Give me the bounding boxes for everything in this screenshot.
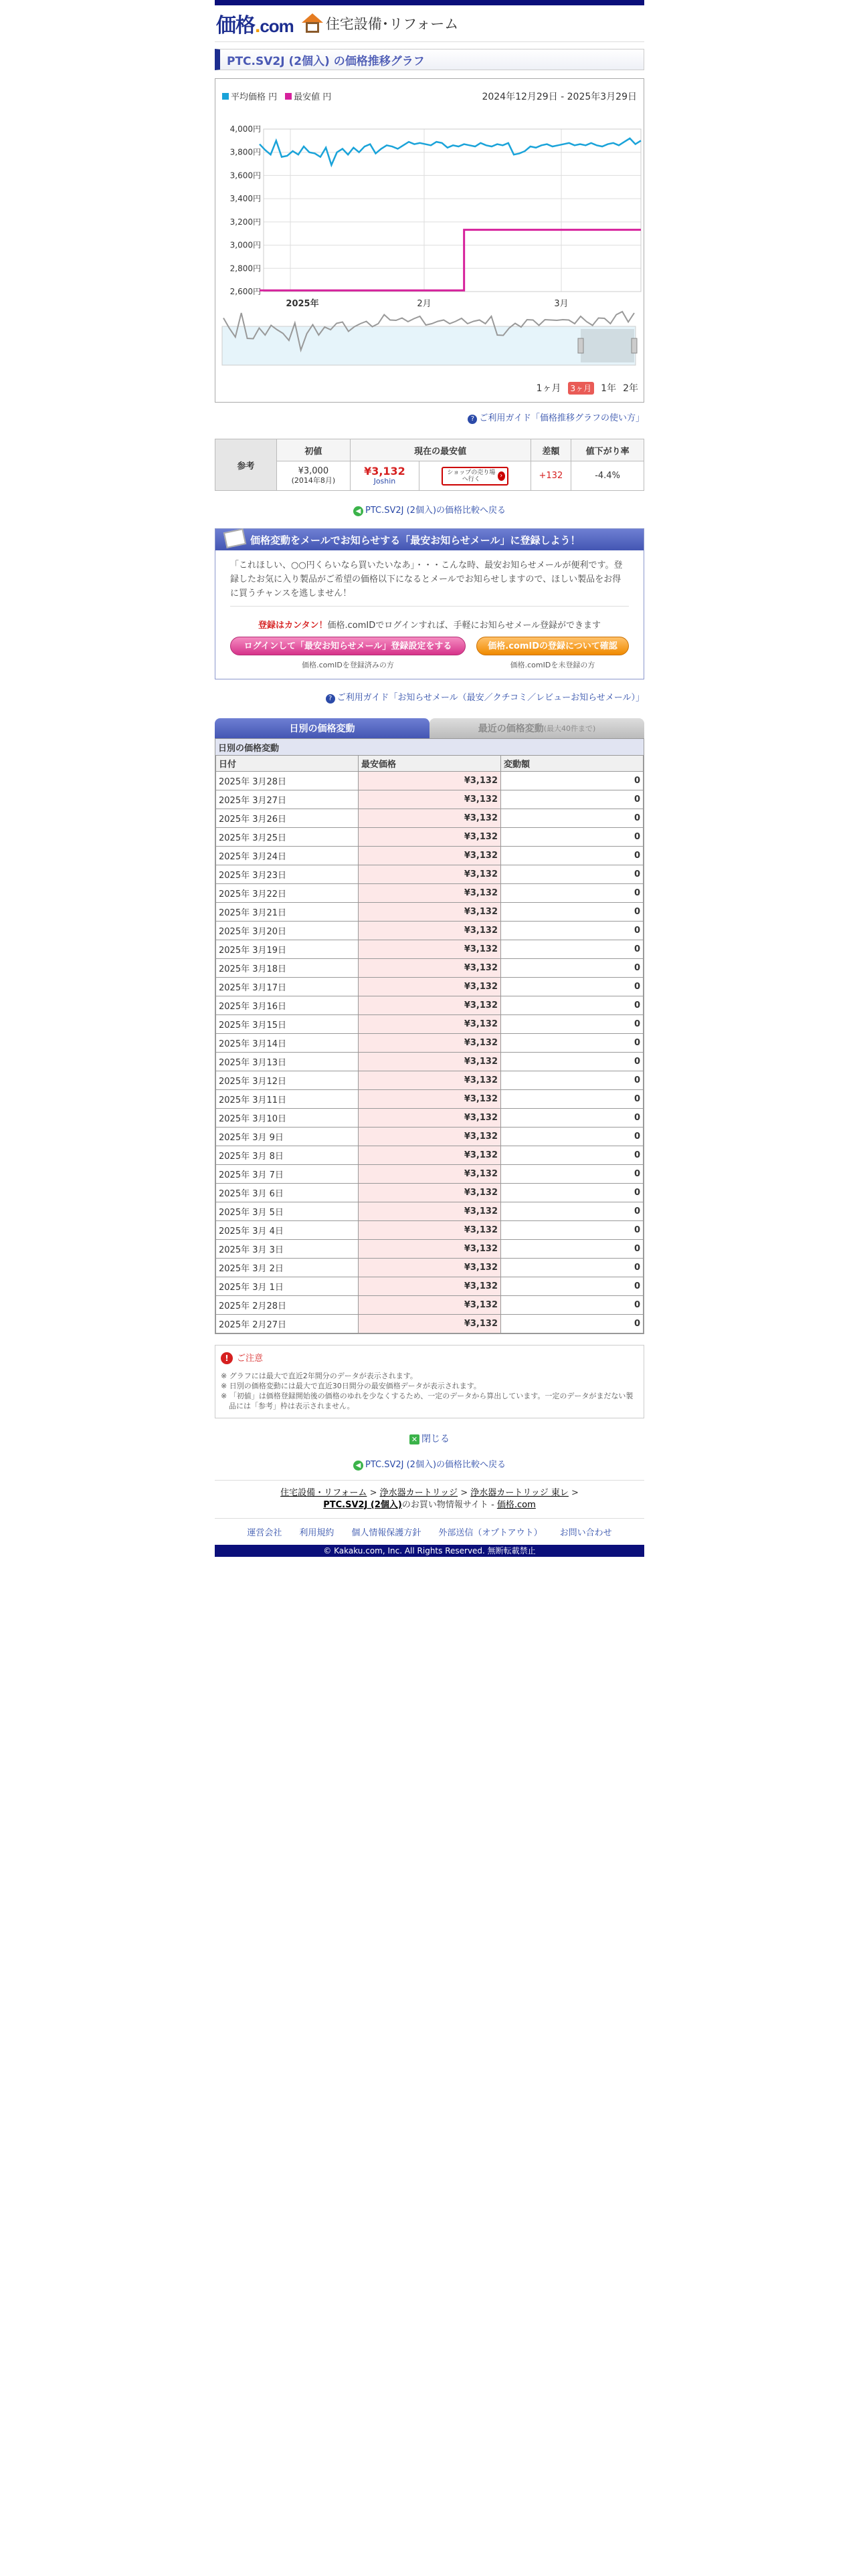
ref-header-diff: 差額 <box>531 439 571 461</box>
row-price: ¥3,132 <box>359 1315 501 1333</box>
row-price: ¥3,132 <box>359 940 501 959</box>
table-row <box>216 1146 644 1165</box>
period-3m[interactable]: 3ヶ月 <box>568 382 595 395</box>
row-change: 0 <box>501 847 644 865</box>
price-alert-box <box>215 528 644 679</box>
price-alert-description: 「これほしい、○○円くらいなら買いたいなあ」・・・こんな時、最安お知らせメールが便利です。登録したお気に入り製品がご希望の価格以下になるとメールでお知らせしますので、ほしい製品をお得に買うチャンスを逃しません！ <box>230 560 623 599</box>
navigator-handle-right[interactable] <box>632 338 637 353</box>
x-tick-label: 3月 <box>554 299 569 309</box>
mail-guide-text: ご利用ガイド「お知らせメール（最安／クチコミ／レビューお知らせメール）」 <box>337 693 644 703</box>
ref-initial-date: (2014年8月) <box>291 475 336 485</box>
chart-date-range: 2024年12月29日 - 2025年3月29日 <box>482 92 637 102</box>
row-change: 0 <box>501 1109 644 1128</box>
row-date: 2025年 3月 9日 <box>216 1128 359 1146</box>
row-price: ¥3,132 <box>359 884 501 903</box>
tab-recent-note: (最大40件まで) <box>543 724 596 733</box>
row-change: 0 <box>501 959 644 978</box>
caption-registered: 価格.comIDを登録済みの方 <box>302 661 394 669</box>
row-price: ¥3,132 <box>359 1296 501 1315</box>
row-change: 0 <box>501 1146 644 1165</box>
table-row <box>216 1071 644 1090</box>
y-tick-label: 3,000円 <box>229 240 261 250</box>
row-date: 2025年 3月 4日 <box>216 1221 359 1240</box>
row-date: 2025年 2月27日 <box>216 1315 359 1333</box>
row-date: 2025年 3月16日 <box>216 996 359 1015</box>
row-date: 2025年 3月 7日 <box>216 1165 359 1184</box>
row-price: ¥3,132 <box>359 1090 501 1109</box>
row-price: ¥3,132 <box>359 790 501 809</box>
footer-link-privacy[interactable]: 個人情報保護方針 <box>351 1528 421 1538</box>
period-1y[interactable]: 1年 <box>601 383 617 394</box>
ref-header-rate: 値下がり率 <box>571 439 644 461</box>
row-price: ¥3,132 <box>359 772 501 790</box>
go-to-shop-label: ショップの売り場へ行く <box>447 469 496 483</box>
back-to-compare-link-bottom[interactable] <box>215 1457 644 1471</box>
table-row <box>216 1128 644 1146</box>
row-change: 0 <box>501 1202 644 1221</box>
row-change: 0 <box>501 884 644 903</box>
ref-current-cell <box>350 461 419 491</box>
row-price: ¥3,132 <box>359 1202 501 1221</box>
table-row <box>216 1090 644 1109</box>
row-date: 2025年 3月25日 <box>216 828 359 847</box>
ref-shop-link[interactable]: Joshin <box>373 476 396 486</box>
house-icon <box>302 13 323 33</box>
logo-text: 価格 <box>216 15 255 37</box>
row-price: ¥3,132 <box>359 1165 501 1184</box>
row-date: 2025年 3月10日 <box>216 1109 359 1128</box>
row-date: 2025年 3月 8日 <box>216 1146 359 1165</box>
row-price: ¥3,132 <box>359 847 501 865</box>
close-link[interactable] <box>215 1432 644 1445</box>
period-2y[interactable]: 2年 <box>623 383 638 394</box>
price-alert-title: 価格変動をメールでお知らせする「最安お知らせメール」に登録しよう！ <box>250 534 581 546</box>
series-line-lowest <box>260 230 641 291</box>
close-text: 閉じる <box>421 1434 450 1444</box>
notice-line: ※ グラフには最大で直近2年間分のデータが表示されます。 <box>221 1372 417 1380</box>
breadcrumb-site[interactable]: 価格.com <box>496 1500 536 1510</box>
row-date: 2025年 3月14日 <box>216 1034 359 1053</box>
row-price: ¥3,132 <box>359 1128 501 1146</box>
table-row <box>216 903 644 922</box>
table-row <box>216 1034 644 1053</box>
row-price: ¥3,132 <box>359 996 501 1015</box>
row-price: ¥3,132 <box>359 865 501 884</box>
y-tick-label: 2,800円 <box>229 263 261 274</box>
row-price: ¥3,132 <box>359 1221 501 1240</box>
row-change: 0 <box>501 1165 644 1184</box>
table-row <box>216 940 644 959</box>
row-change: 0 <box>501 790 644 809</box>
page-title-text: PTC.SV2J (2個入) の価格推移グラフ <box>227 54 425 68</box>
row-change: 0 <box>501 1128 644 1146</box>
graph-guide-text: ご利用ガイド「価格推移グラフの使い方」 <box>479 413 644 423</box>
legend-lowest-label: 最安値 円 <box>294 92 332 102</box>
row-date: 2025年 3月17日 <box>216 978 359 996</box>
row-change: 0 <box>501 1053 644 1071</box>
table-row <box>216 1053 644 1071</box>
ref-rate-value: -4.4% <box>571 461 644 491</box>
row-price: ¥3,132 <box>359 1053 501 1071</box>
x-tick-label: 2025年 <box>286 299 319 309</box>
table-row <box>216 996 644 1015</box>
row-change: 0 <box>501 978 644 996</box>
table-row <box>216 772 644 790</box>
row-price: ¥3,132 <box>359 1184 501 1202</box>
table-row <box>216 1315 644 1333</box>
chart-canvas <box>215 79 644 377</box>
page <box>215 0 644 1557</box>
table-row <box>216 1296 644 1315</box>
row-change: 0 <box>501 922 644 940</box>
ref-diff-cell <box>531 461 571 491</box>
row-date: 2025年 3月18日 <box>216 959 359 978</box>
row-price: ¥3,132 <box>359 1071 501 1090</box>
copyright: © Kakaku.com, Inc. All Rights Reserved. 無断転載禁止 <box>215 1545 644 1557</box>
price-alert-header <box>215 529 644 550</box>
range-navigator[interactable] <box>222 326 636 365</box>
notice-box <box>215 1345 644 1418</box>
close-icon: ✕ <box>409 1434 419 1444</box>
footer-nav <box>215 1518 644 1538</box>
footer-link-optout[interactable]: 外部送信（オプトアウト） <box>438 1528 543 1538</box>
row-date: 2025年 3月11日 <box>216 1090 359 1109</box>
row-change: 0 <box>501 828 644 847</box>
row-date: 2025年 3月24日 <box>216 847 359 865</box>
ref-shop-btn-cell <box>419 461 531 491</box>
logo-dot: . <box>255 15 260 37</box>
section-name: 住宅設備･リフォーム <box>325 16 459 32</box>
row-date: 2025年 3月22日 <box>216 884 359 903</box>
row-date: 2025年 3月 6日 <box>216 1184 359 1202</box>
site-header <box>215 5 644 42</box>
back-arrow-icon: ◀ <box>353 506 363 516</box>
breadcrumb: 住宅設備・リフォーム > 浄水器カートリッジ > 浄水器カートリッジ 東レ > PTC.SV2J (2個入)のお買い物情報サイト - 価格.com <box>215 1480 644 1511</box>
top-bar <box>215 0 644 5</box>
row-date: 2025年 3月 2日 <box>216 1259 359 1277</box>
ref-initial-cell <box>277 461 351 491</box>
tab-daily-label: 日別の価格変動 <box>289 724 355 734</box>
row-change: 0 <box>501 1221 644 1240</box>
row-change: 0 <box>501 865 644 884</box>
ref-header-current: 現在の最安値 <box>350 439 531 461</box>
row-change: 0 <box>501 1296 644 1315</box>
row-change: 0 <box>501 1090 644 1109</box>
row-change: 0 <box>501 1184 644 1202</box>
row-date: 2025年 3月15日 <box>216 1015 359 1034</box>
row-date: 2025年 3月27日 <box>216 790 359 809</box>
col-lowest-price: 最安価格 <box>359 756 501 772</box>
envelope-icon <box>223 528 246 548</box>
row-change: 0 <box>501 1240 644 1259</box>
ref-initial-price: ¥3,000 <box>298 465 329 476</box>
table-row <box>216 1165 644 1184</box>
alert-icon: ! <box>221 1352 233 1364</box>
table-row <box>216 790 644 809</box>
row-date: 2025年 3月26日 <box>216 809 359 828</box>
row-change: 0 <box>501 1259 644 1277</box>
row-date: 2025年 3月13日 <box>216 1053 359 1071</box>
daily-caption: 日別の価格変動 <box>215 738 644 755</box>
ref-label: 参考 <box>215 439 277 491</box>
daily-price-table <box>215 755 644 1333</box>
row-price: ¥3,132 <box>359 903 501 922</box>
row-change: 0 <box>501 1015 644 1034</box>
row-price: ¥3,132 <box>359 922 501 940</box>
footer-link-terms[interactable]: 利用規約 <box>299 1528 335 1538</box>
table-row <box>216 884 644 903</box>
notice-line: ※ 日別の価格変動には最大で直近30日間分の最安価格データが表示されます。 <box>221 1382 481 1390</box>
price-alert-buttons <box>230 637 629 655</box>
mail-guide-link[interactable] <box>215 690 644 704</box>
reference-price-table <box>215 439 644 491</box>
table-row <box>216 809 644 828</box>
row-price: ¥3,132 <box>359 1277 501 1296</box>
table-row <box>216 1221 644 1240</box>
table-row <box>216 847 644 865</box>
table-row <box>216 922 644 940</box>
row-price: ¥3,132 <box>359 1259 501 1277</box>
y-tick-label: 4,000円 <box>229 124 261 134</box>
y-tick-label: 2,600円 <box>229 287 261 296</box>
period-selector <box>537 381 638 395</box>
ref-current-price: ¥3,132 <box>364 464 405 477</box>
caption-unregistered: 価格.comIDを未登録の方 <box>510 661 595 669</box>
row-price: ¥3,132 <box>359 1146 501 1165</box>
price-alert-body <box>215 550 644 679</box>
tab-daily[interactable] <box>215 718 430 738</box>
table-row <box>216 959 644 978</box>
row-price: ¥3,132 <box>359 1240 501 1259</box>
back-to-compare-link[interactable] <box>215 503 644 516</box>
notice-title-text: ご注意 <box>237 1353 264 1364</box>
tab-recent-label: 最近の価格変動 <box>478 724 544 734</box>
y-tick-label: 3,200円 <box>229 217 261 227</box>
price-chart <box>215 78 644 403</box>
y-tick-label: 3,400円 <box>229 194 261 204</box>
kakaku-logo[interactable] <box>216 9 294 38</box>
row-date: 2025年 3月19日 <box>216 940 359 959</box>
row-change: 0 <box>501 1315 644 1333</box>
row-date: 2025年 3月 3日 <box>216 1240 359 1259</box>
ref-header-initial: 初値 <box>277 439 351 461</box>
row-change: 0 <box>501 772 644 790</box>
breadcrumb-item[interactable]: 浄水器カートリッジ <box>379 1488 458 1498</box>
x-tick-label: 2月 <box>417 299 432 309</box>
login-register-alert-button[interactable]: ログインして「最安お知らせメール」登録設定をする <box>230 637 466 655</box>
table-row <box>216 1202 644 1221</box>
col-date: 日付 <box>216 756 359 772</box>
table-row <box>216 1184 644 1202</box>
id-register-info-button[interactable]: 価格.comIDの登録について確認 <box>476 637 629 655</box>
col-change: 変動額 <box>501 756 644 772</box>
question-icon: ? <box>326 694 335 704</box>
legend-average-label: 平均価格 円 <box>231 92 278 102</box>
row-price: ¥3,132 <box>359 828 501 847</box>
tab-recent[interactable] <box>430 718 644 738</box>
breadcrumb-tail: のお買い物情報サイト - <box>401 1500 497 1510</box>
row-price: ¥3,132 <box>359 1015 501 1034</box>
row-date: 2025年 3月28日 <box>216 772 359 790</box>
table-row <box>216 1015 644 1034</box>
row-change: 0 <box>501 1277 644 1296</box>
row-date: 2025年 3月 5日 <box>216 1202 359 1221</box>
back-link-text: PTC.SV2J (2個入)の価格比較へ戻る <box>365 506 506 516</box>
breadcrumb-item[interactable]: 浄水器カートリッジ 東レ <box>470 1488 569 1498</box>
go-to-shop-button[interactable] <box>442 467 508 486</box>
row-price: ¥3,132 <box>359 1109 501 1128</box>
footer-link-contact[interactable]: お問い合わせ <box>559 1528 612 1538</box>
period-1m[interactable]: 1ヶ月 <box>536 383 561 394</box>
cta-strong: 登録はカンタン！ <box>258 621 328 631</box>
notice-line: ※ 「初値」は価格登録開始後の価格のゆれを少なくするため、一定のデータから算出しています。一定のデータがまだない製品には「参考」枠は表示されません。 <box>221 1392 634 1410</box>
arrow-right-icon: › <box>498 471 505 481</box>
notice-title <box>221 1352 638 1364</box>
graph-guide-link[interactable] <box>215 411 644 424</box>
ref-diff-value: +132 <box>539 471 563 481</box>
table-row <box>216 865 644 884</box>
back-arrow-icon: ◀ <box>353 1461 363 1471</box>
breadcrumb-item[interactable]: 住宅設備・リフォーム <box>280 1488 367 1498</box>
back-link-text: PTC.SV2J (2個入)の価格比較へ戻る <box>365 1460 506 1470</box>
row-date: 2025年 3月20日 <box>216 922 359 940</box>
cta-rest: 価格.comIDでログインすれば、手軽にお知らせメール登録ができます <box>327 621 601 631</box>
footer-link-company[interactable]: 運営会社 <box>247 1528 282 1538</box>
y-tick-label: 3,600円 <box>229 171 261 181</box>
row-date: 2025年 3月21日 <box>216 903 359 922</box>
price-alert-captions <box>230 658 629 672</box>
row-price: ¥3,132 <box>359 1034 501 1053</box>
price-alert-cta <box>230 619 629 633</box>
plot-area <box>264 129 641 292</box>
table-row <box>216 828 644 847</box>
navigator-window[interactable] <box>581 329 634 362</box>
y-tick-label: 3,800円 <box>229 147 261 157</box>
row-change: 0 <box>501 1034 644 1053</box>
logo-com: com <box>260 16 294 36</box>
row-date: 2025年 3月23日 <box>216 865 359 884</box>
row-date: 2025年 2月28日 <box>216 1296 359 1315</box>
navigator-handle-left[interactable] <box>578 338 583 353</box>
row-change: 0 <box>501 1071 644 1090</box>
page-title <box>215 49 644 70</box>
row-price: ¥3,132 <box>359 978 501 996</box>
series-line-average <box>260 138 641 165</box>
breadcrumb-item[interactable]: PTC.SV2J (2個入) <box>323 1500 402 1510</box>
row-date: 2025年 3月12日 <box>216 1071 359 1090</box>
row-change: 0 <box>501 940 644 959</box>
section-logo[interactable] <box>302 13 458 33</box>
table-row <box>216 978 644 996</box>
table-row <box>216 1109 644 1128</box>
row-date: 2025年 3月 1日 <box>216 1277 359 1296</box>
question-icon: ? <box>468 415 477 424</box>
table-row <box>216 1277 644 1296</box>
daily-price-section <box>215 738 644 1334</box>
table-row <box>216 1240 644 1259</box>
row-price: ¥3,132 <box>359 809 501 828</box>
table-row <box>216 1259 644 1277</box>
row-change: 0 <box>501 903 644 922</box>
price-change-tabs <box>215 718 644 738</box>
row-change: 0 <box>501 996 644 1015</box>
row-price: ¥3,132 <box>359 959 501 978</box>
row-change: 0 <box>501 809 644 828</box>
